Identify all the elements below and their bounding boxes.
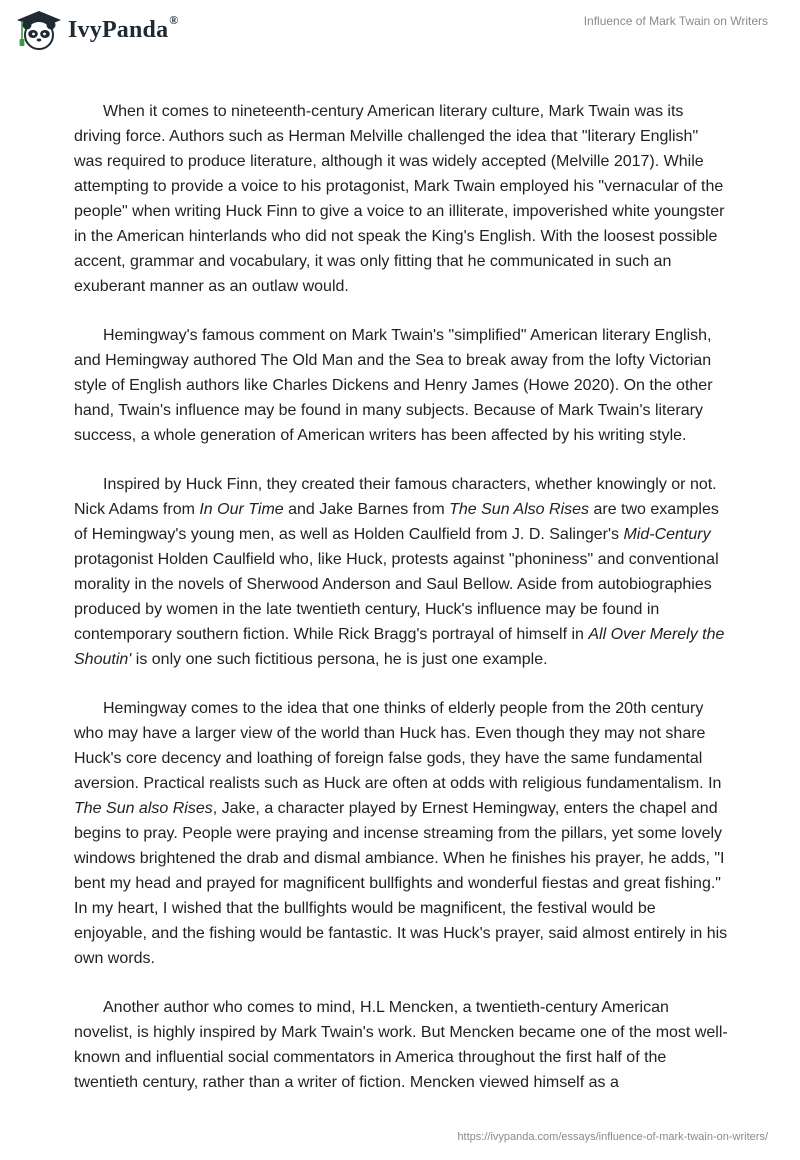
paragraph-3-text: protagonist Holden Caulfield who, like Huck, protests against "phoniness" and conventional morality in the novels of Sherwood Anderson and Saul Bellow. Aside from autobiographies produced by women in the late twentieth century, Huck's influence may be found in contemporary southern fiction. While Rick Bragg's portrayal of himself in <box>74 551 719 643</box>
paragraph-3-text: are two examples of Hemingway's young men, as well as Holden Caulfield from J. D. Salinger's <box>74 501 719 543</box>
ivypanda-logo[interactable] <box>14 9 178 53</box>
registered-mark: ® <box>169 12 179 27</box>
panda-graduation-cap-icon <box>14 9 64 53</box>
book-title-sun-also-rises: The Sun Also Rises <box>449 501 590 518</box>
paragraph-3-text: is only one such fictitious persona, he is just one example. <box>131 651 548 668</box>
paragraph-2: Hemingway's famous comment on Mark Twain's "simplified" American literary English, and Hemingway authored The Old Man and the Sea to break away from the lofty Victorian style of English authors like Charles Dickens and Henry James (Howe 2020). On the other hand, Twain's influence may be found in many subjects. Because of Mark Twain's literary success, a whole generation of American writers has been affected by his writing style. <box>74 327 713 444</box>
paragraph-3-text: Inspired by Huck Finn, they created their famous characters, whether knowingly or not. Nick Adams from <box>74 476 717 518</box>
book-title-sun-also-rises-2: The Sun also Rises <box>74 800 213 817</box>
paragraph-4-text: Hemingway comes to the idea that one thinks of elderly people from the 20th century who may have a larger view of the world than Huck has. Even though they may not share Huck's core decency and loathing of foreign false gods, they have the same fundamental aversion. Practical realists such as Huck are often at odds with religious fundamentalism. In <box>74 700 722 792</box>
paragraph-3-text: and Jake Barnes from <box>283 501 450 518</box>
essay-body <box>74 99 730 1095</box>
book-title-mid-century: Mid-Century <box>623 526 711 543</box>
page-header <box>0 0 800 62</box>
paragraph-3 <box>74 472 730 672</box>
brand-text: IvyPanda <box>68 16 169 43</box>
paragraph-4 <box>74 696 730 971</box>
paragraph-5: Another author who comes to mind, H.L Mencken, a twentieth-century American novelist, is highly inspired by Mark Twain's work. But Mencken became one of the most well-known and influential social commentators in America throughout the first half of the twentieth century, rather than a writer of fiction. Mencken viewed himself as a <box>74 999 728 1091</box>
brand-name <box>68 12 179 44</box>
book-title-in-our-time: In Our Time <box>199 501 284 518</box>
paragraph-1: When it comes to nineteenth-century American literary culture, Mark Twain was its driving force. Authors such as Herman Melville challenged the idea that "literary English" was required to produce literature, although it was widely accepted (Melville 2017). While attempting to provide a voice to his protagonist, Mark Twain employed his "vernacular of the people" when writing Huck Finn to give a voice to an illiterate, impoverished white youngster in the American hinterlands who did not speak the King's English. With the loosest possible accent, grammar and vocabulary, it was only fitting that he communicated in such an exuberant manner as an outlaw would. <box>74 103 725 295</box>
source-url[interactable]: https://ivypanda.com/essays/influence-of-mark-twain-on-writers/ <box>457 1131 768 1143</box>
book-title-all-over-merely-the-shoutin: All Over Merely the Shoutin' <box>74 626 725 668</box>
paragraph-4-text: , Jake, a character played by Ernest Hemingway, enters the chapel and begins to pray. People were praying and incense streaming from the pillars, yet some lovely windows brightened the drab and dismal ambiance. When he finishes his prayer, he adds, "I bent my head and prayed for magnificent bullfights and wonderful fiestas and great fishing." In my heart, I wished that the bullfights would be magnificent, the festival would be enjoyable, and the fishing would be fantastic. It was Huck's prayer, said almost entirely in his own words. <box>74 800 728 967</box>
document-title: Influence of Mark Twain on Writers <box>583 14 768 28</box>
